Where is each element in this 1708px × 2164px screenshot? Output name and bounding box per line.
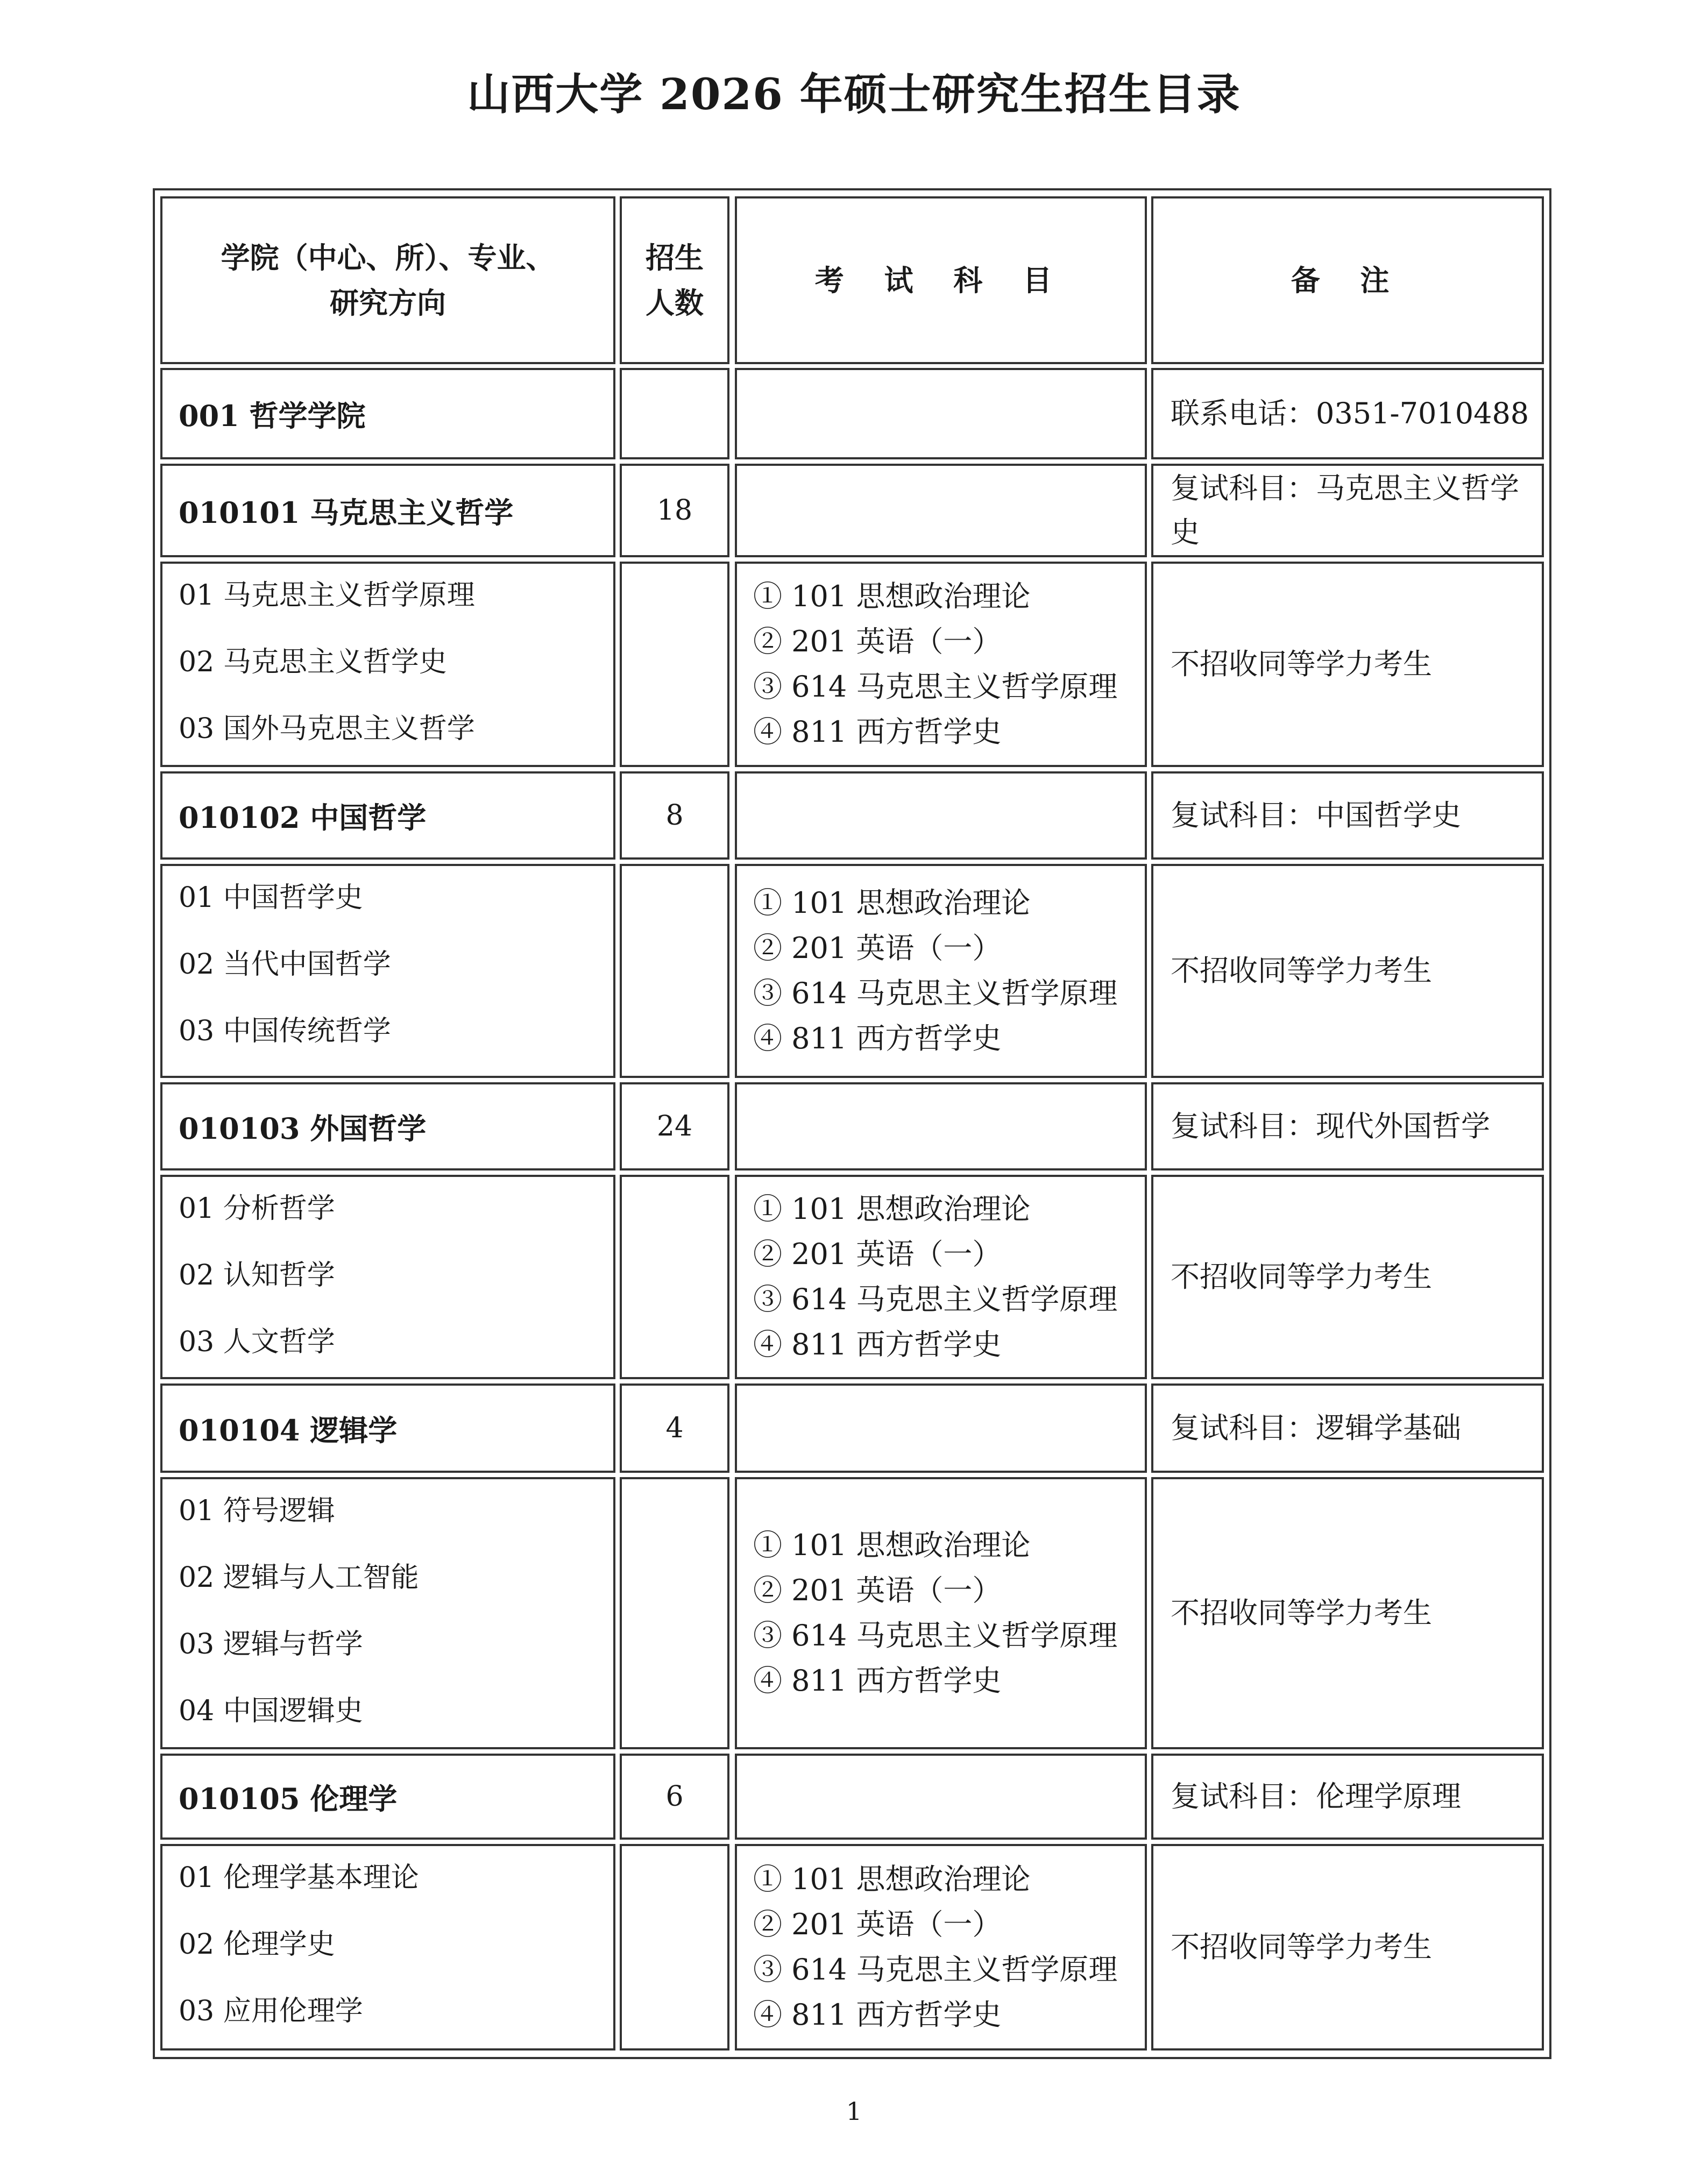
directions-note: 不招收同等学力考生 — [1171, 1260, 1432, 1294]
major-note-cell — [1151, 1082, 1544, 1170]
header-col-notes — [1151, 196, 1544, 364]
major-count: 24 — [656, 1110, 693, 1143]
exam-subject: ① 101 思想政治理论 — [753, 1862, 1031, 1896]
header-col-count — [620, 196, 729, 364]
exam-subject: ② 201 英语（一） — [753, 1237, 1002, 1271]
directions-note-cell — [1151, 1844, 1544, 2051]
directions-count-cell — [620, 864, 729, 1078]
directions-cell — [160, 562, 615, 767]
exam-subject: ② 201 英语（一） — [753, 1573, 1002, 1607]
exam-subject: ③ 614 马克思主义哲学原理 — [753, 1953, 1118, 1986]
major-count-cell — [620, 1383, 729, 1473]
major-name: 010103 外国哲学 — [179, 1111, 427, 1146]
major-retest-note: 复试科目：马克思主义哲学史 — [1171, 471, 1519, 549]
exam-subject: ① 101 思想政治理论 — [753, 1528, 1031, 1562]
school-count-cell — [620, 368, 729, 459]
directions-cell — [160, 864, 615, 1078]
direction-item: 03 应用伦理学 — [179, 1995, 363, 2027]
exam-subject: ③ 614 马克思主义哲学原理 — [753, 976, 1118, 1010]
exam-subjects-cell — [735, 1175, 1147, 1379]
exam-subject: ① 101 思想政治理论 — [753, 1192, 1031, 1226]
major-name: 010105 伦理学 — [179, 1781, 398, 1816]
major-name: 010101 马克思主义哲学 — [179, 495, 514, 530]
direction-item: 01 中国哲学史 — [179, 882, 363, 914]
major-note-cell — [1151, 771, 1544, 860]
direction-item: 04 中国逻辑史 — [179, 1695, 363, 1727]
major-retest-note: 复试科目：中国哲学史 — [1171, 798, 1461, 832]
major-name-cell — [160, 1383, 615, 1473]
major-count: 4 — [665, 1412, 684, 1444]
direction-item: 01 符号逻辑 — [179, 1495, 335, 1527]
direction-item: 01 分析哲学 — [179, 1193, 335, 1225]
exam-subjects-cell — [735, 1844, 1147, 2051]
major-count-cell — [620, 1082, 729, 1170]
major-note-cell — [1151, 1383, 1544, 1473]
major-subjects-cell — [735, 1383, 1147, 1473]
school-contact: 联系电话：0351-7010488 — [1171, 396, 1529, 430]
directions-count-cell — [620, 1477, 729, 1749]
school-subjects-cell — [735, 368, 1147, 459]
major-count-cell — [620, 1754, 729, 1840]
direction-item: 03 国外马克思主义哲学 — [179, 713, 475, 745]
major-name-cell — [160, 1754, 615, 1840]
exam-subject: ③ 614 马克思主义哲学原理 — [753, 670, 1118, 704]
exam-subjects-cell — [735, 864, 1147, 1078]
exam-subject: ② 201 英语（一） — [753, 931, 1002, 965]
directions-count-cell — [620, 1844, 729, 2051]
major-subjects-cell — [735, 1754, 1147, 1840]
exam-subject: ① 101 思想政治理论 — [753, 579, 1031, 613]
major-subjects-cell — [735, 771, 1147, 860]
major-retest-note: 复试科目：伦理学原理 — [1171, 1779, 1461, 1813]
major-count: 6 — [665, 1780, 684, 1813]
header-col-count-line1: 招生 — [646, 240, 704, 275]
exam-subject: ④ 811 西方哲学史 — [753, 1664, 1002, 1698]
direction-item: 02 认知哲学 — [179, 1259, 335, 1292]
school-name: 001 哲学学院 — [179, 398, 366, 433]
exam-subject: ④ 811 西方哲学史 — [753, 1998, 1002, 2032]
major-subjects-cell — [735, 1082, 1147, 1170]
major-count-cell — [620, 464, 729, 557]
major-count: 18 — [656, 494, 693, 527]
direction-item: 01 马克思主义哲学原理 — [179, 579, 475, 612]
school-note-cell — [1151, 368, 1544, 459]
major-name: 010104 逻辑学 — [179, 1413, 398, 1448]
direction-item: 02 伦理学史 — [179, 1928, 335, 1961]
exam-subject: ③ 614 马克思主义哲学原理 — [753, 1282, 1118, 1316]
direction-item: 01 伦理学基本理论 — [179, 1862, 419, 1894]
header-col-department-line2: 研究方向 — [330, 286, 446, 320]
exam-subject: ② 201 英语（一） — [753, 1907, 1002, 1941]
major-name-cell — [160, 464, 615, 557]
header-col-department-line1: 学院（中心、所）、专业、 — [221, 240, 555, 275]
directions-count-cell — [620, 562, 729, 767]
exam-subjects-cell — [735, 562, 1147, 767]
directions-note-cell — [1151, 864, 1544, 1078]
exam-subject: ② 201 英语（一） — [753, 625, 1002, 658]
major-name: 010102 中国哲学 — [179, 800, 427, 835]
direction-item: 02 逻辑与人工智能 — [179, 1562, 419, 1594]
header-col-notes-label: 备 注 — [1291, 263, 1405, 297]
exam-subject: ④ 811 西方哲学史 — [753, 1021, 1002, 1055]
directions-note: 不招收同等学力考生 — [1171, 1596, 1432, 1630]
major-name-cell — [160, 771, 615, 860]
directions-cell — [160, 1844, 615, 2051]
exam-subject: ③ 614 马克思主义哲学原理 — [753, 1619, 1118, 1652]
exam-subject: ④ 811 西方哲学史 — [753, 715, 1002, 749]
direction-item: 03 中国传统哲学 — [179, 1015, 391, 1047]
header-col-subjects — [735, 196, 1147, 364]
exam-subjects-cell — [735, 1477, 1147, 1749]
exam-subject: ① 101 思想政治理论 — [753, 886, 1031, 920]
directions-note-cell — [1151, 562, 1544, 767]
direction-item: 02 当代中国哲学 — [179, 948, 391, 981]
major-name-cell — [160, 1082, 615, 1170]
directions-note: 不招收同等学力考生 — [1171, 1930, 1432, 1964]
page-title: 山西大学 2026 年硕士研究生招生目录 — [467, 69, 1241, 119]
major-note-cell — [1151, 464, 1544, 557]
school-name-cell — [160, 368, 615, 459]
directions-cell — [160, 1175, 615, 1379]
direction-item: 03 人文哲学 — [179, 1326, 335, 1358]
major-count: 8 — [665, 799, 684, 832]
major-count-cell — [620, 771, 729, 860]
directions-note: 不招收同等学力考生 — [1171, 954, 1432, 988]
directions-note-cell — [1151, 1175, 1544, 1379]
direction-item: 02 马克思主义哲学史 — [179, 646, 447, 678]
header-col-department — [160, 196, 615, 364]
directions-note-cell — [1151, 1477, 1544, 1749]
major-retest-note: 复试科目：现代外国哲学 — [1171, 1109, 1490, 1143]
major-subjects-cell — [735, 464, 1147, 557]
exam-subject: ④ 811 西方哲学史 — [753, 1328, 1002, 1361]
direction-item: 03 逻辑与哲学 — [179, 1628, 363, 1661]
header-col-count-line2: 人数 — [646, 286, 704, 320]
directions-note: 不招收同等学力考生 — [1171, 647, 1432, 681]
major-retest-note: 复试科目：逻辑学基础 — [1171, 1411, 1461, 1445]
directions-cell — [160, 1477, 615, 1749]
directions-count-cell — [620, 1175, 729, 1379]
page-number: 1 — [846, 2097, 862, 2126]
header-col-subjects-label: 考 试 科 目 — [814, 263, 1067, 297]
major-note-cell — [1151, 1754, 1544, 1840]
